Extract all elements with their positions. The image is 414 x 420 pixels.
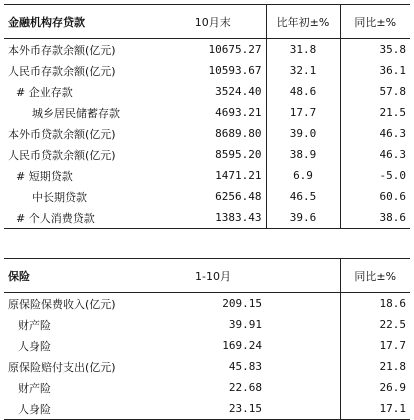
table-header-row xyxy=(4,5,410,39)
row-value: 1471.21 xyxy=(160,165,266,186)
row-value: 22.68 xyxy=(228,381,262,394)
row-label: 人民币贷款余额(亿元) xyxy=(8,148,116,162)
row-value: 45.83 xyxy=(228,360,262,373)
table-row xyxy=(4,356,410,377)
table-row xyxy=(4,398,410,420)
table-row xyxy=(4,144,410,165)
table-row xyxy=(4,186,410,207)
row-ytd: 6.9 xyxy=(266,165,340,186)
table-header-row xyxy=(4,259,410,293)
row-label: 本外币贷款余额(亿元) xyxy=(8,127,116,141)
row-value: 4693.21 xyxy=(160,102,266,123)
row-label: 人民币存款余额(亿元) xyxy=(8,64,116,78)
row-yoy: 17.7 xyxy=(379,339,406,352)
row-yoy: 36.1 xyxy=(379,64,406,77)
row-value: 6256.48 xyxy=(160,186,266,207)
row-value: 23.15 xyxy=(160,398,266,420)
row-label: 财产险 xyxy=(18,381,51,395)
row-spacer xyxy=(266,314,340,335)
table-row xyxy=(4,377,410,398)
row-ytd: 39.0 xyxy=(266,123,340,144)
row-spacer xyxy=(266,398,340,420)
table-row xyxy=(4,165,410,186)
row-ytd: 48.6 xyxy=(266,81,340,102)
row-yoy: 17.1 xyxy=(340,398,410,420)
row-label: 人身险 xyxy=(4,398,160,420)
row-ytd: 46.5 xyxy=(266,186,340,207)
row-ytd: 38.9 xyxy=(266,144,340,165)
row-label: 原保险保费收入(亿元) xyxy=(8,297,116,311)
table-row xyxy=(4,123,410,144)
row-yoy: 26.9 xyxy=(379,381,406,394)
row-yoy: 60.6 xyxy=(379,190,406,203)
table-row xyxy=(4,207,410,229)
row-value: 169.24 xyxy=(222,339,262,352)
row-value: 10675.27 xyxy=(160,39,266,61)
table-row xyxy=(4,335,410,356)
row-value: 8689.80 xyxy=(160,123,266,144)
row-yoy: 57.8 xyxy=(379,85,406,98)
row-label: 城乡居民储蓄存款 xyxy=(32,106,120,120)
row-ytd: 17.7 xyxy=(266,102,340,123)
row-yoy: 22.5 xyxy=(379,318,406,331)
row-yoy: 21.5 xyxy=(379,106,406,119)
header-yoy-change: 同比±% xyxy=(340,259,410,293)
row-spacer xyxy=(266,293,340,315)
row-ytd: 32.1 xyxy=(266,60,340,81)
row-value: 3524.40 xyxy=(160,81,266,102)
header-jan-oct: 1-10月 xyxy=(160,259,266,293)
header-spacer xyxy=(266,259,340,293)
row-label: # 短期贷款 xyxy=(16,169,73,183)
row-spacer xyxy=(266,377,340,398)
row-yoy: 38.6 xyxy=(340,207,410,229)
row-value: 10593.67 xyxy=(160,60,266,81)
row-label: # 个人消费贷款 xyxy=(4,207,160,229)
row-value: 209.15 xyxy=(222,297,262,310)
row-label: 财产险 xyxy=(18,318,51,332)
header-ytd-change: 比年初±% xyxy=(266,5,340,39)
deposits-loans-table xyxy=(4,4,410,229)
table-row xyxy=(4,60,410,81)
table-row xyxy=(4,102,410,123)
row-value: 1383.43 xyxy=(160,207,266,229)
row-yoy: -5.0 xyxy=(379,169,406,182)
table-row xyxy=(4,293,410,315)
header-insurance: 保险 xyxy=(4,259,160,293)
row-spacer xyxy=(266,356,340,377)
header-oct-end: 10月末 xyxy=(160,5,266,39)
row-yoy: 18.6 xyxy=(379,297,406,310)
header-yoy-change: 同比±% xyxy=(340,5,410,39)
row-value: 39.91 xyxy=(228,318,262,331)
row-label: 人身险 xyxy=(18,339,51,353)
row-label: 本外币存款余额(亿元) xyxy=(8,43,116,57)
row-yoy: 21.8 xyxy=(379,360,406,373)
table-row xyxy=(4,314,410,335)
row-yoy: 46.3 xyxy=(379,148,406,161)
header-deposits-loans: 金融机构存贷款 xyxy=(4,5,160,39)
row-ytd: 31.8 xyxy=(266,39,340,61)
row-yoy: 35.8 xyxy=(379,43,406,56)
insurance-table xyxy=(4,258,410,420)
row-spacer xyxy=(266,335,340,356)
row-value: 8595.20 xyxy=(160,144,266,165)
row-yoy: 46.3 xyxy=(379,127,406,140)
row-label: # 企业存款 xyxy=(16,85,73,99)
row-label: 中长期贷款 xyxy=(32,190,87,204)
table-row xyxy=(4,81,410,102)
row-label: 原保险赔付支出(亿元) xyxy=(8,360,116,374)
row-ytd: 39.6 xyxy=(266,207,340,229)
table-row xyxy=(4,39,410,61)
